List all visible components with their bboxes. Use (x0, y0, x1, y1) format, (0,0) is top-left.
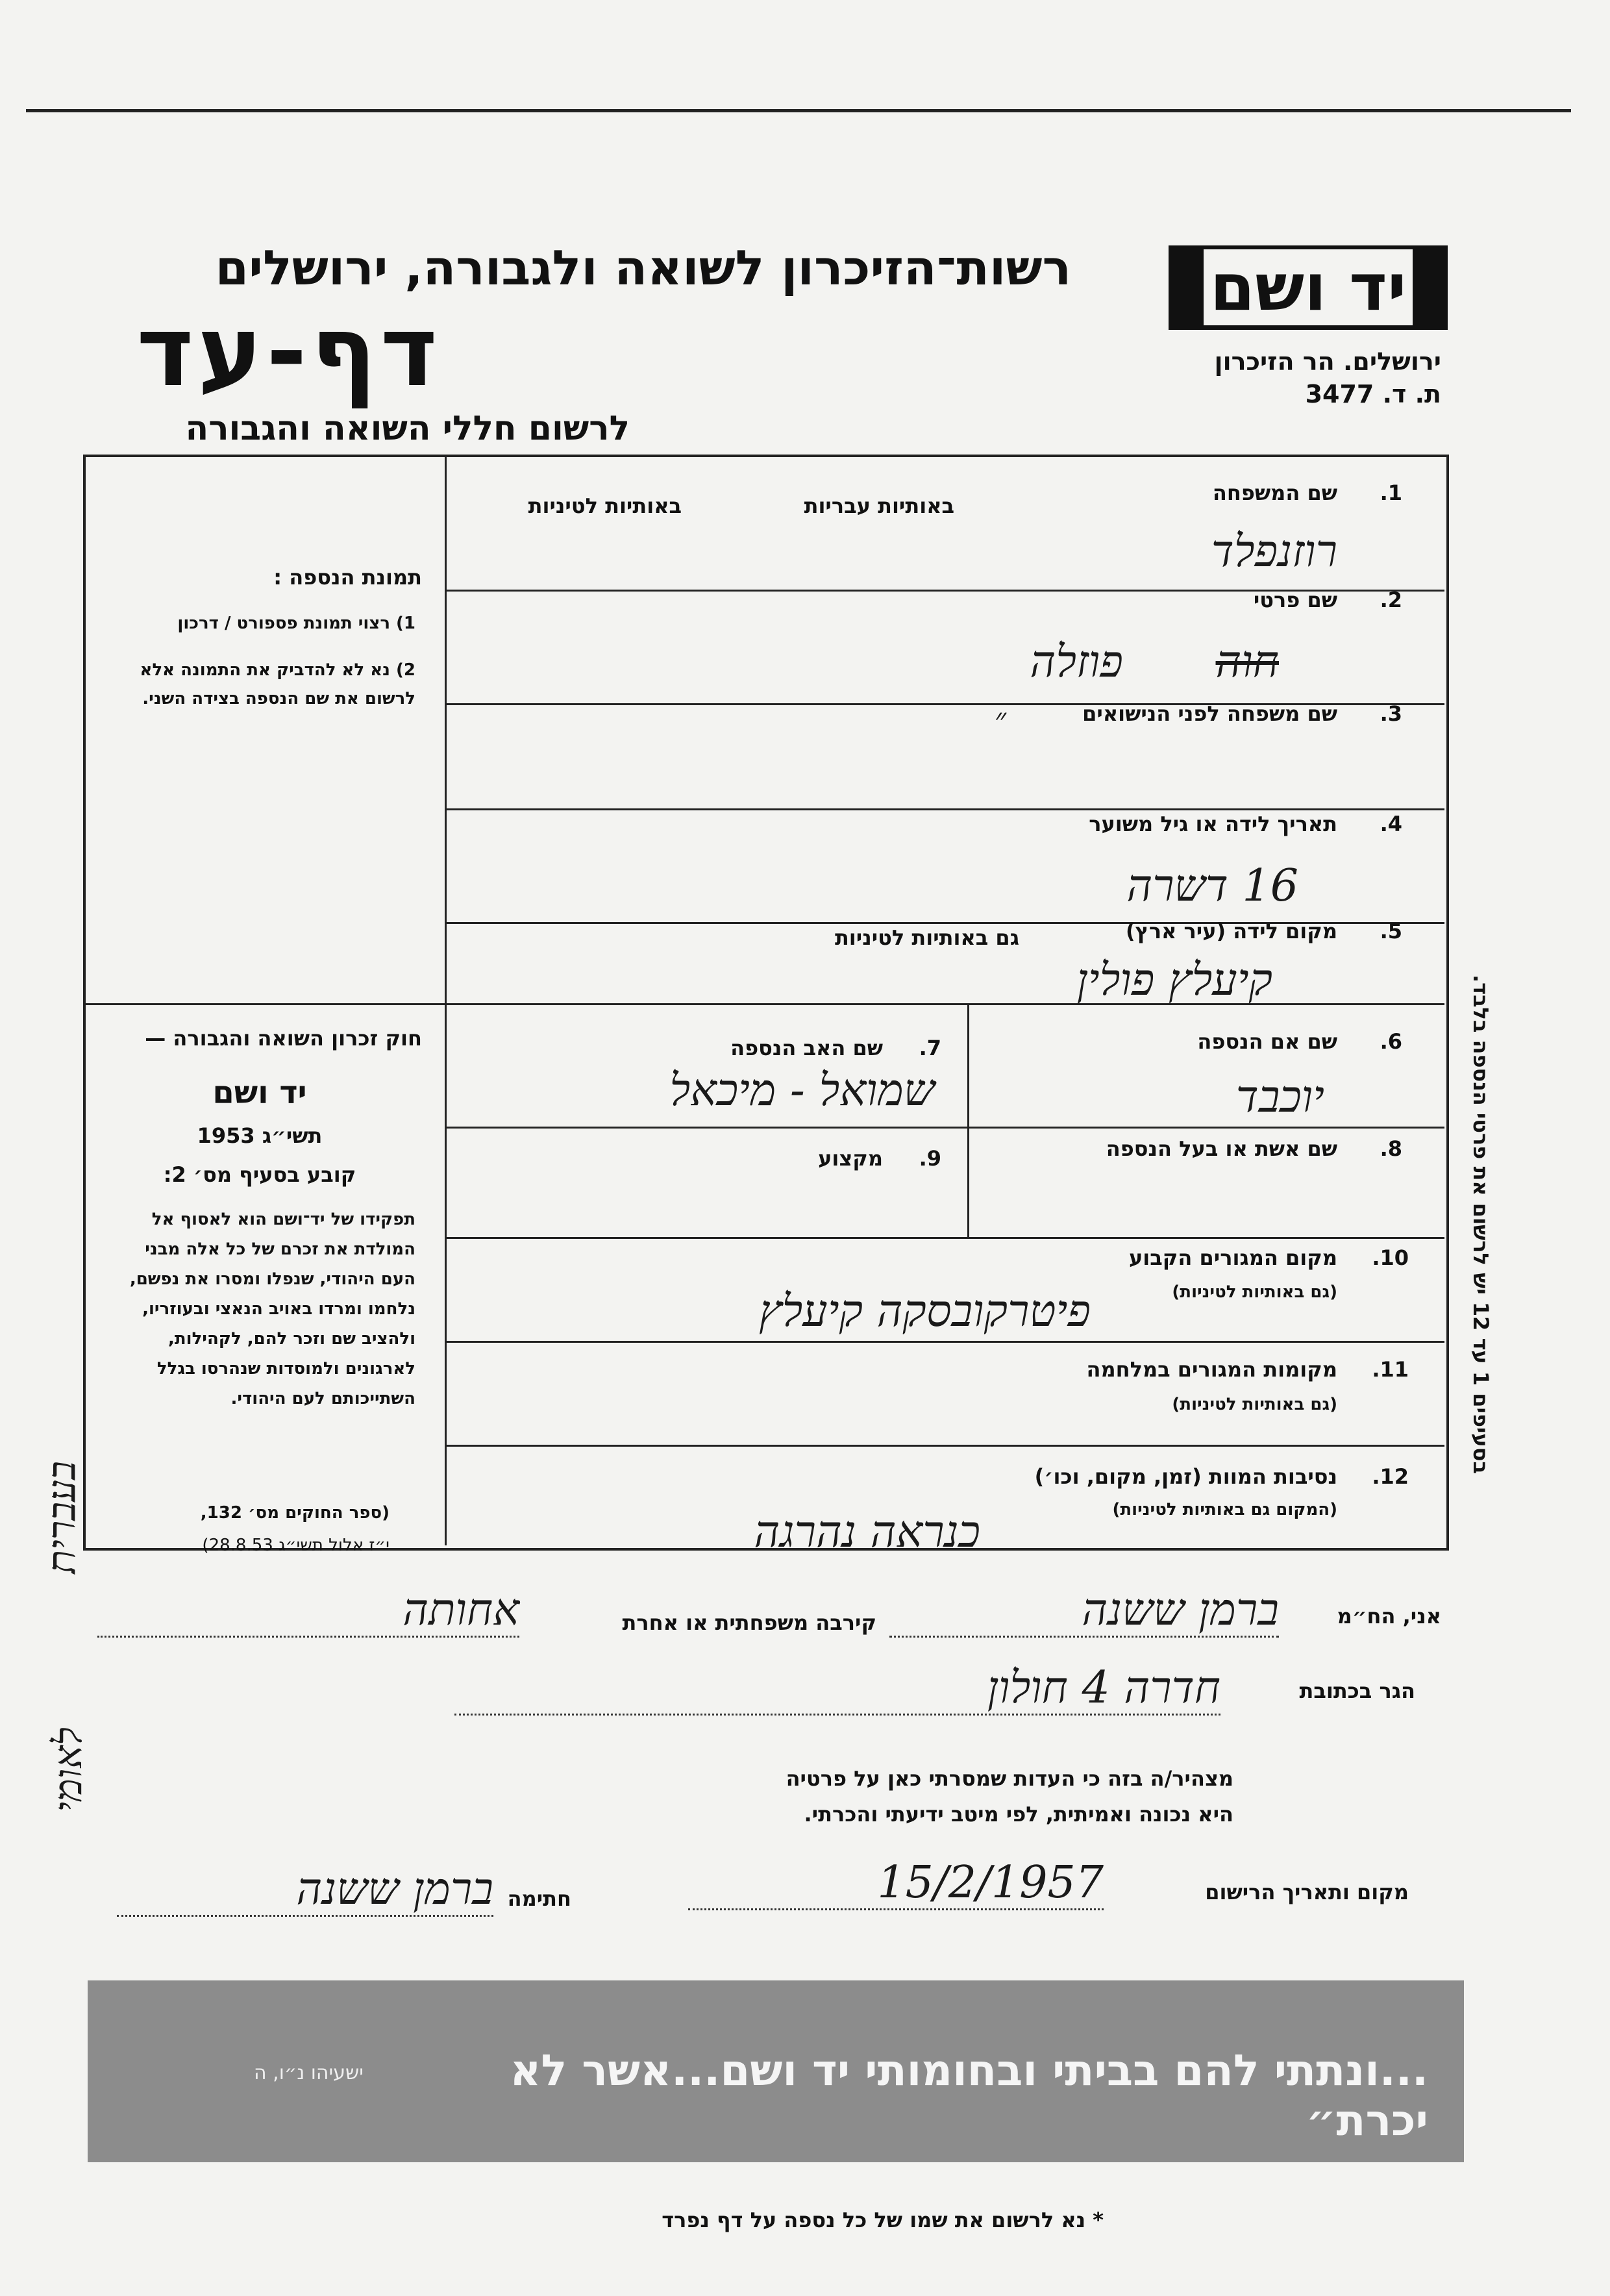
field-12-number: 12. (1372, 1464, 1409, 1489)
field-3-number: 3. (1380, 701, 1402, 726)
field-1-number: 1. (1380, 480, 1402, 505)
field-11-note: (גם באותיות לטיניות) (1172, 1395, 1337, 1414)
place-date-label: מקום ותאריך הרישום (1205, 1880, 1409, 1904)
field-11-label: מקומות המגורים במלחמה (1086, 1357, 1337, 1382)
field-1-label: שם המשפחה (1212, 480, 1337, 505)
photo-title: תמונת הנספה : (273, 565, 422, 590)
form-subtitle: לרשום חללי השואה והגבורה (185, 409, 630, 448)
field-7-label: שם האב הנספה (730, 1036, 883, 1060)
address-label: הגר בכתובת (1299, 1678, 1415, 1703)
signature-label: חתימה (507, 1886, 571, 1911)
law-year: תשי״ג 1953 (197, 1123, 323, 1148)
relation-value: אחותה (97, 1584, 519, 1638)
field-4-number: 4. (1380, 812, 1402, 836)
field-7-value: שמואל - מיכאל (669, 1065, 935, 1116)
field-4-label: תאריך לידה או גיל משוער (1089, 812, 1337, 836)
declaration-line-2: היא נכונה ואמיתית, לפי מיטב ידיעתי והכרתי. (804, 1802, 1233, 1827)
declarant-name-value: ברמן ששנה (889, 1584, 1279, 1638)
field-6-number: 6. (1380, 1029, 1402, 1054)
field-10-number: 10. (1372, 1245, 1409, 1270)
signature-value: ברמן ששנה (117, 1864, 493, 1917)
footer-note: * נא לרשום את שמו של כל נספה על דף נפרד (662, 2208, 1104, 2232)
place-date-value: 15/2/1957 (688, 1857, 1104, 1910)
field-11-number: 11. (1372, 1357, 1409, 1382)
law-reference-1: (ספר החוקים מס׳ 132, (200, 1503, 390, 1523)
law-text: תפקידו של יד־ושם הוא לאסוף אל המולדת את זכרם של כל אלה מבני העם היהודי, שנפלו ומסרו את נפשם, נלחמו ומרדו באויב הנאצי ובעוזריו, ולהציב שם וזכר להם, לקהילות, לארגונים ולמוסדות שנהרסו בגלל השתייכותם לעם היהודי. (129, 1210, 415, 1408)
field-3-value: ״ (994, 701, 1006, 738)
field-5-number: 5. (1380, 919, 1402, 943)
left-column-split (83, 1003, 447, 1005)
field-1-value: רוזנפלד (1211, 526, 1337, 577)
field-2-value: פוזלה (1030, 636, 1123, 688)
yad-vashem-logo: יד ושם (1169, 245, 1448, 330)
margin-handwriting-1: בעברית (39, 1461, 84, 1574)
declarant-name-label: אני, הח״מ (1337, 1604, 1441, 1628)
field-10-note: (גם באותיות לטיניות) (1172, 1282, 1337, 1302)
authority-name: רשות־הזיכרון לשואה ולגבורה, ירושלים (215, 240, 1071, 296)
declaration-line-1: מצהיר/ה בזה כי העדות שמסרתי כאן על פרטיה (786, 1766, 1233, 1791)
hebrew-column-header: באותיות עבריות (804, 493, 954, 518)
law-clause: קובע בסעיף מס׳ 2: (163, 1162, 356, 1187)
side-note-vertical: בסעיפים 1 עד 12 יש לרשום את פרטי הנספה בלבד. (1468, 974, 1493, 1474)
field-12-label: נסיבות המוות (זמן, מקום, וכו׳) (1034, 1464, 1337, 1489)
field-5-latin-note: גם באותיות לטיניות (834, 925, 1019, 950)
banner-quote: ...ונתתי להם בביתי ובחומותי יד ושם...אשר לא יכרת״ (510, 2045, 1428, 2145)
left-column-divider (445, 455, 447, 1545)
law-reference-2: י״ז אלול תשי״ג 28.8.53) (202, 1536, 390, 1555)
photo-instruction-2: 2) נא לא להדביק את התמונה אלא לרשום את שם הנספה בצידה השני. (140, 660, 415, 708)
photo-instruction-1: 1) רצוי תמונת פספורט / דרכון (177, 614, 415, 633)
field-10-label: מקום המגורים הקבוע (1128, 1245, 1337, 1270)
field-2-number: 2. (1380, 588, 1402, 612)
field-12-note: (המקום גם באותיות לטיניות) (1112, 1500, 1337, 1519)
field-12-value: כנראה נהרגה (754, 1506, 980, 1558)
field-10-value: פיטרקובסקה קיעלץ (759, 1286, 1091, 1337)
field-6-value: יוכבד (1235, 1071, 1324, 1123)
address-value: חדרה 4 חולון (454, 1662, 1220, 1716)
field-7-number: 7. (919, 1036, 941, 1060)
latin-column-header: באותיות לטיניות (528, 493, 682, 518)
field-6-label: שם אם הנספה (1197, 1029, 1337, 1054)
margin-handwriting-2: לאומי (45, 1727, 91, 1812)
law-name: יד ושם (212, 1075, 307, 1111)
top-rule (26, 109, 1571, 112)
field-8-label: שם אשת או בעל הנספה (1106, 1136, 1337, 1161)
banner-source: ישעיהו נ״ו, ה (254, 2062, 364, 2084)
field-8-number: 8. (1380, 1136, 1402, 1161)
field-5-label: מקום לידה (עיר ארץ) (1126, 919, 1337, 943)
field-3-label: שם משפחה לפני הנישואים (1082, 701, 1337, 726)
relation-label: קירבה משפחתית או אחרת (622, 1610, 876, 1635)
law-title: חוק זכרון השואה והגבורה — (145, 1026, 422, 1051)
po-box: ת. ד. 3477 (1305, 380, 1441, 408)
form-title: דף-עד (136, 295, 441, 408)
field-6-7-divider (967, 1003, 969, 1237)
field-2-crossed-value: חוה (1215, 636, 1279, 688)
field-9-label: מקצוע (818, 1146, 883, 1171)
field-4-value: 16 דשרה (1126, 860, 1298, 912)
field-2-label: שם פרטי (1253, 588, 1337, 612)
field-9-number: 9. (919, 1146, 941, 1171)
field-5-value: קיעלץ פולין (1076, 955, 1272, 1006)
address-line: ירושלים. הר הזיכרון (1214, 347, 1441, 376)
